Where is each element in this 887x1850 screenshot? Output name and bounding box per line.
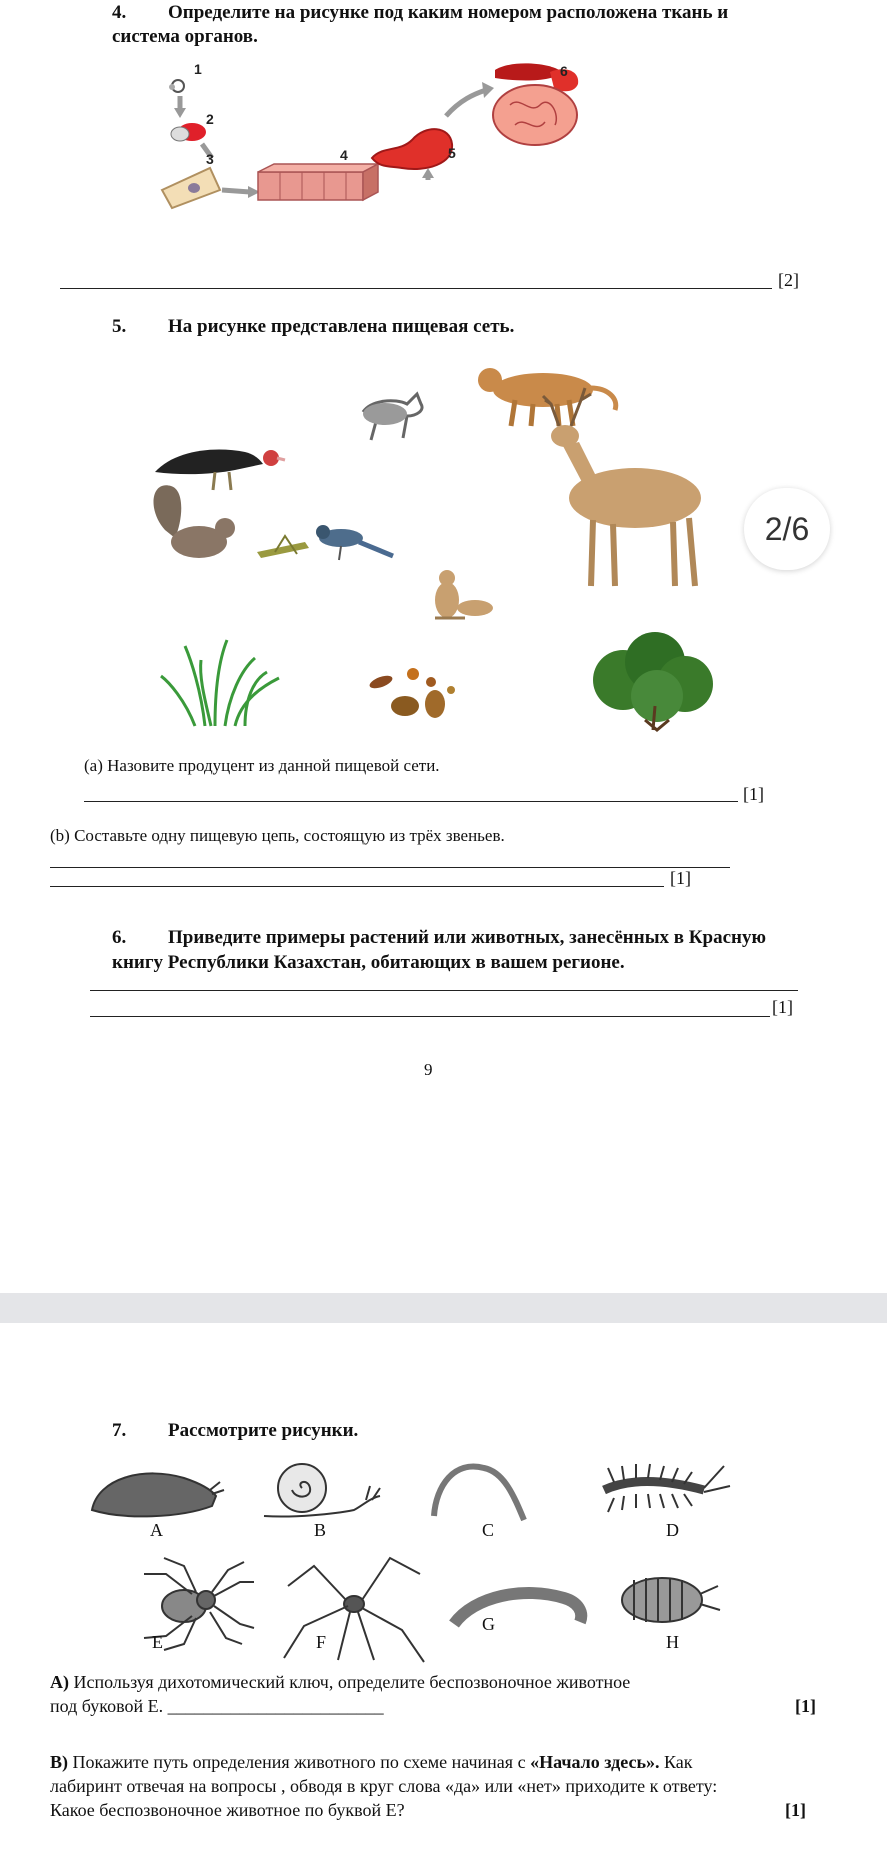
q6-answer-line-2 [90, 1016, 770, 1017]
q5-sub-b-answer-line-2 [50, 886, 664, 887]
prairie-dog-picture [435, 570, 493, 618]
q7-part-a-label: А) [50, 1672, 69, 1692]
invertebrates-illustration [84, 1446, 744, 1666]
q7-part-b-line1 [50, 1752, 693, 1773]
q4-label-2: 2 [206, 111, 214, 127]
animal-label-d: D [666, 1520, 679, 1540]
harvestman-picture [284, 1558, 424, 1662]
cougar-picture [478, 368, 616, 426]
animal-label-c: C [482, 1520, 495, 1540]
q6-answer-line-1 [90, 990, 798, 991]
q4-label-4: 4 [340, 147, 348, 163]
vulture-picture [155, 449, 285, 490]
q7-part-b-mark: [1] [785, 1800, 806, 1820]
q5-sub-b-mark: [1] [670, 868, 691, 888]
q4-label-5: 5 [448, 145, 456, 161]
woodlouse-picture [622, 1578, 720, 1622]
organization-levels-illustration [150, 60, 710, 250]
q7-part-a-line1 [50, 1672, 630, 1693]
q6-number: 6. [112, 927, 127, 948]
animal-label-h: H [666, 1632, 679, 1652]
q4-answer-line [60, 288, 772, 289]
page-number: 9 [424, 1060, 433, 1079]
q5-sub-b-text: (b) Составьте одну пищевую цепь, состоящую из трёх звеньев. [50, 826, 505, 845]
seeds-picture [368, 668, 455, 718]
q7-part-b-start-phrase: «Начало здесь». [530, 1752, 660, 1772]
slug-picture [92, 1473, 224, 1516]
q5-number: 5. [112, 316, 127, 337]
shrub-picture [593, 632, 713, 730]
page-separator [0, 1293, 887, 1323]
q7-text: Рассмотрите рисунки. [168, 1420, 359, 1441]
grass-picture [161, 640, 279, 726]
q7-part-b-label: B) [50, 1752, 68, 1772]
food-web-illustration [145, 360, 725, 735]
q4-text-line1: Определите на рисунке под каким номером расположена ткань и [168, 2, 729, 23]
q5-sub-b-answer-line-1 [50, 867, 730, 868]
q4-label-3: 3 [206, 151, 214, 167]
animal-label-a: A [150, 1520, 163, 1540]
q6-mark: [1] [772, 997, 793, 1017]
q7-part-a-line2: под буковой Е. ________________________ [50, 1696, 384, 1716]
millipede-picture [454, 1593, 581, 1624]
q5-sub-a-mark: [1] [743, 784, 764, 804]
animal-label-f: F [316, 1632, 327, 1652]
q7-number: 7. [112, 1420, 127, 1441]
blue-jay-picture [316, 525, 393, 560]
animal-label-g: G [482, 1614, 495, 1634]
deer-picture [543, 388, 701, 586]
q7-part-a-mark: [1] [795, 1696, 816, 1716]
q4-mark: [2] [778, 270, 799, 290]
q5-sub-a-text: (а) Назовите продуцент из данной пищевой сети. [84, 756, 440, 775]
q4-number: 4. [112, 2, 127, 23]
q5-text: На рисунке представлена пищевая сеть. [168, 316, 515, 337]
q7-part-b-line3: Какое беспозвоночное животное по буквой Е? [50, 1800, 405, 1820]
snail-picture [264, 1464, 380, 1517]
squirrel-picture [154, 485, 235, 558]
q7-part-a-text1: Используя дихотомический ключ, определите беспозвоночное животное [69, 1672, 631, 1692]
q4-text-line2: система органов. [112, 26, 258, 47]
q7-part-b-text1: Покажите путь определения животного по схеме начиная с [68, 1752, 531, 1772]
animal-label-e: E [152, 1632, 163, 1652]
q7-part-b-line2: лабиринт отвечая на вопросы , обводя в круг слова «да» или «нет» приходите к ответу: [50, 1776, 718, 1796]
q6-text-line1: Приведите примеры растений или животных, занесённых в Красную [168, 927, 767, 948]
worm-picture [434, 1467, 524, 1520]
q5-sub-a-answer-line [84, 801, 738, 802]
q4-label-1: 1 [194, 61, 202, 77]
q6-text-line2: книгу Республики Казахстан, обитающих в вашем регионе. [112, 952, 625, 973]
centipede-picture [604, 1464, 730, 1512]
q7-part-b-text1-end: Как [659, 1752, 693, 1772]
animal-label-b: B [314, 1520, 327, 1540]
fox-picture [363, 394, 422, 440]
q4-label-6: 6 [560, 63, 568, 79]
page-indicator: 2/6 [744, 488, 830, 570]
grasshopper-picture [257, 536, 309, 558]
